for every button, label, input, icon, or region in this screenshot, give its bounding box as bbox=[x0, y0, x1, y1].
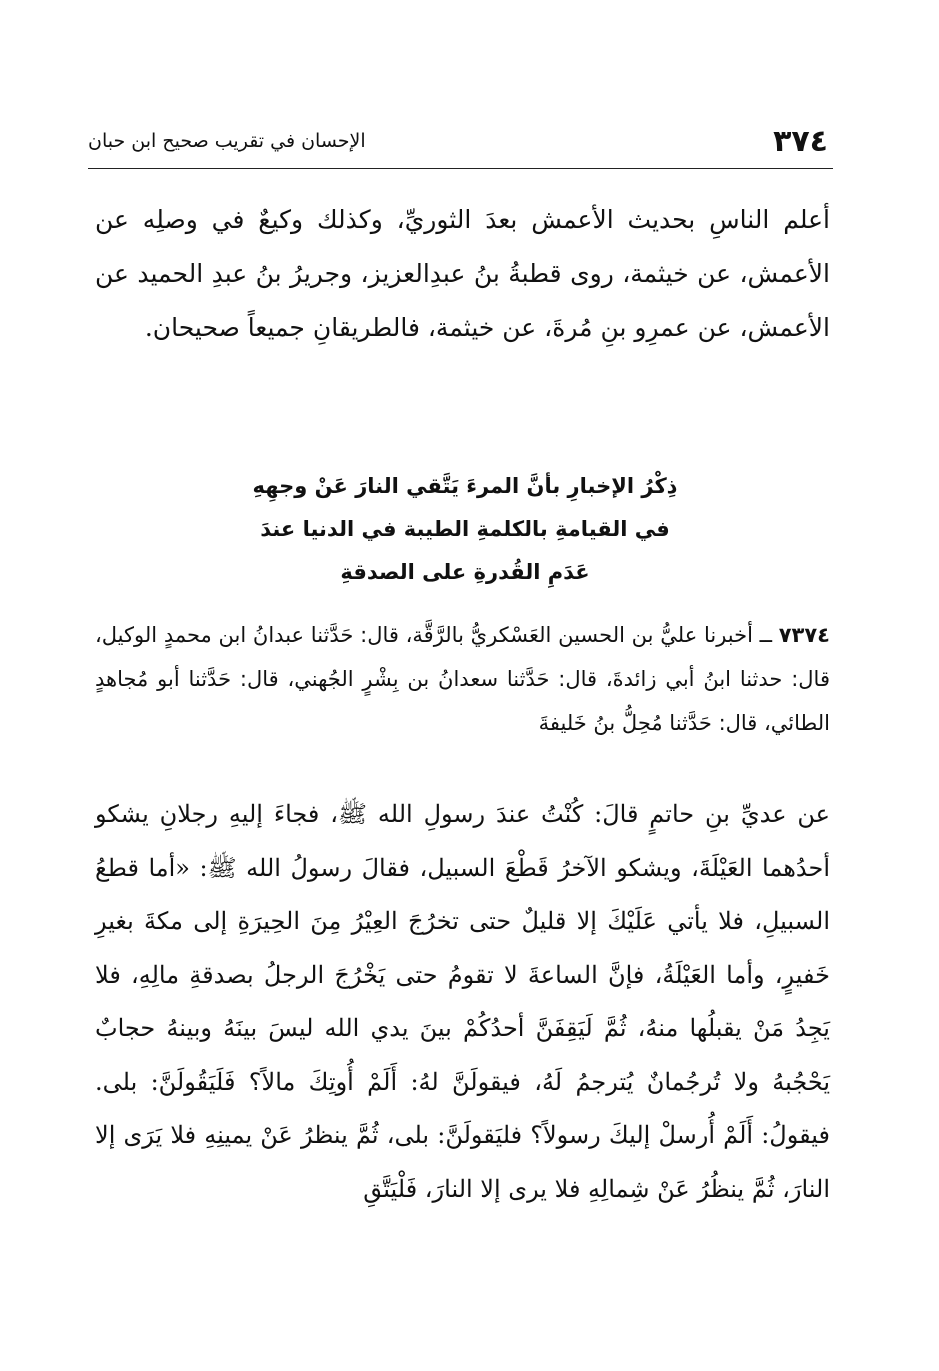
intro-paragraph: أعلم الناسِ بحديث الأعمش بعدَ الثوريِّ، وكذلك وكيعٌ في وصلِه عن الأعمش، عن خيثمة، روى قطبةُ بنُ عبدِالعزيز، وجريرُ بنُ عبدِ الحميد عن الأعمش، عن عمرِو بنِ مُرةَ، عن خيثمة، فالطريقانِ جميعاً صحيحان. bbox=[95, 205, 830, 342]
header-rule bbox=[88, 168, 833, 169]
page-header bbox=[88, 122, 828, 162]
running-title: الإحسان في تقريب صحيح ابن حبان bbox=[88, 130, 366, 152]
isnad-text: ــ أخبرنا عليُّ بن الحسين العَسْكريُّ بالرَّقَّة، قال: حَدَّثنا عبدانُ ابن محمدٍ الوكيل، قال: حدثنا ابنُ أبي زائدةَ، قال: حَدَّثنا سعدانُ بن بِشْرٍ الجُهني، قال: حَدَّثنا أبو مُجاهدٍ الطائي، قال: حَدَّثنا مُحِلُّ بنُ خَليفةَ bbox=[95, 623, 830, 735]
chapter-heading-line-1: ذِكْرُ الإخبارِ بأنَّ المرءَ يَتَّقي النارَ عَنْ وجهِهِ bbox=[252, 474, 678, 498]
chapter-heading bbox=[150, 465, 780, 594]
hadith-number: ٧٣٧٤ bbox=[778, 623, 830, 647]
hadith-text: عن عديِّ بنِ حاتمٍ قالَ: كُنْتُ عندَ رسولِ الله ﷺ، فجاءَ إليهِ رجلانِ يشكو أحدُهما العَيْلَةَ، ويشكو الآخرُ قَطْعَ السبيل، فقالَ رسولُ الله ﷺ: «أما قطعُ السبيلِ، فلا يأتي عَلَيْكَ إلا قليلٌ حتى تخرُجَ العِيْرُ مِنَ الحِيرَةِ إلى مكةَ بغيرِ خَفيرٍ، وأما العَيْلَةُ، فإنَّ الساعةَ لا تقومُ حتى يَخْرُجَ الرجلُ بصدقةِ مالِهِ، فلا يَجِدُ مَنْ يقبلُها منهُ، ثُمَّ لَيَقِفَنَّ أحدُكُمْ بينَ يدي الله ليسَ بينَهُ وبينهُ حجابٌ يَحْجُبهُ ولا تُرجُمانٌ يُترجمُ لَهُ، فيقولَنَّ لهُ: أَلَمْ أُوتِكَ مالاً؟ فَلَيَقُولَنَّ: بلى. فيقولُ: أَلَمْ أُرسلْ إليكَ رسولاً؟ فليَقولَنَّ: بلى، ثُمَّ ينظرُ عَنْ يمينِهِ فلا يَرَى إلا النارَ، ثُمَّ ينظُرُ عَنْ شِمالِهِ فلا يرى إلا النارَ، فَلْيَتَّقِ bbox=[95, 800, 830, 1203]
page-number: ٣٧٤ bbox=[773, 124, 828, 159]
chapter-heading-line-3: عَدَمِ القُدرةِ على الصدقةِ bbox=[340, 560, 590, 584]
isnad-paragraph bbox=[95, 613, 830, 745]
chapter-heading-line-2: في القيامةِ بالكلمةِ الطيبة في الدنيا عندَ bbox=[260, 517, 670, 541]
